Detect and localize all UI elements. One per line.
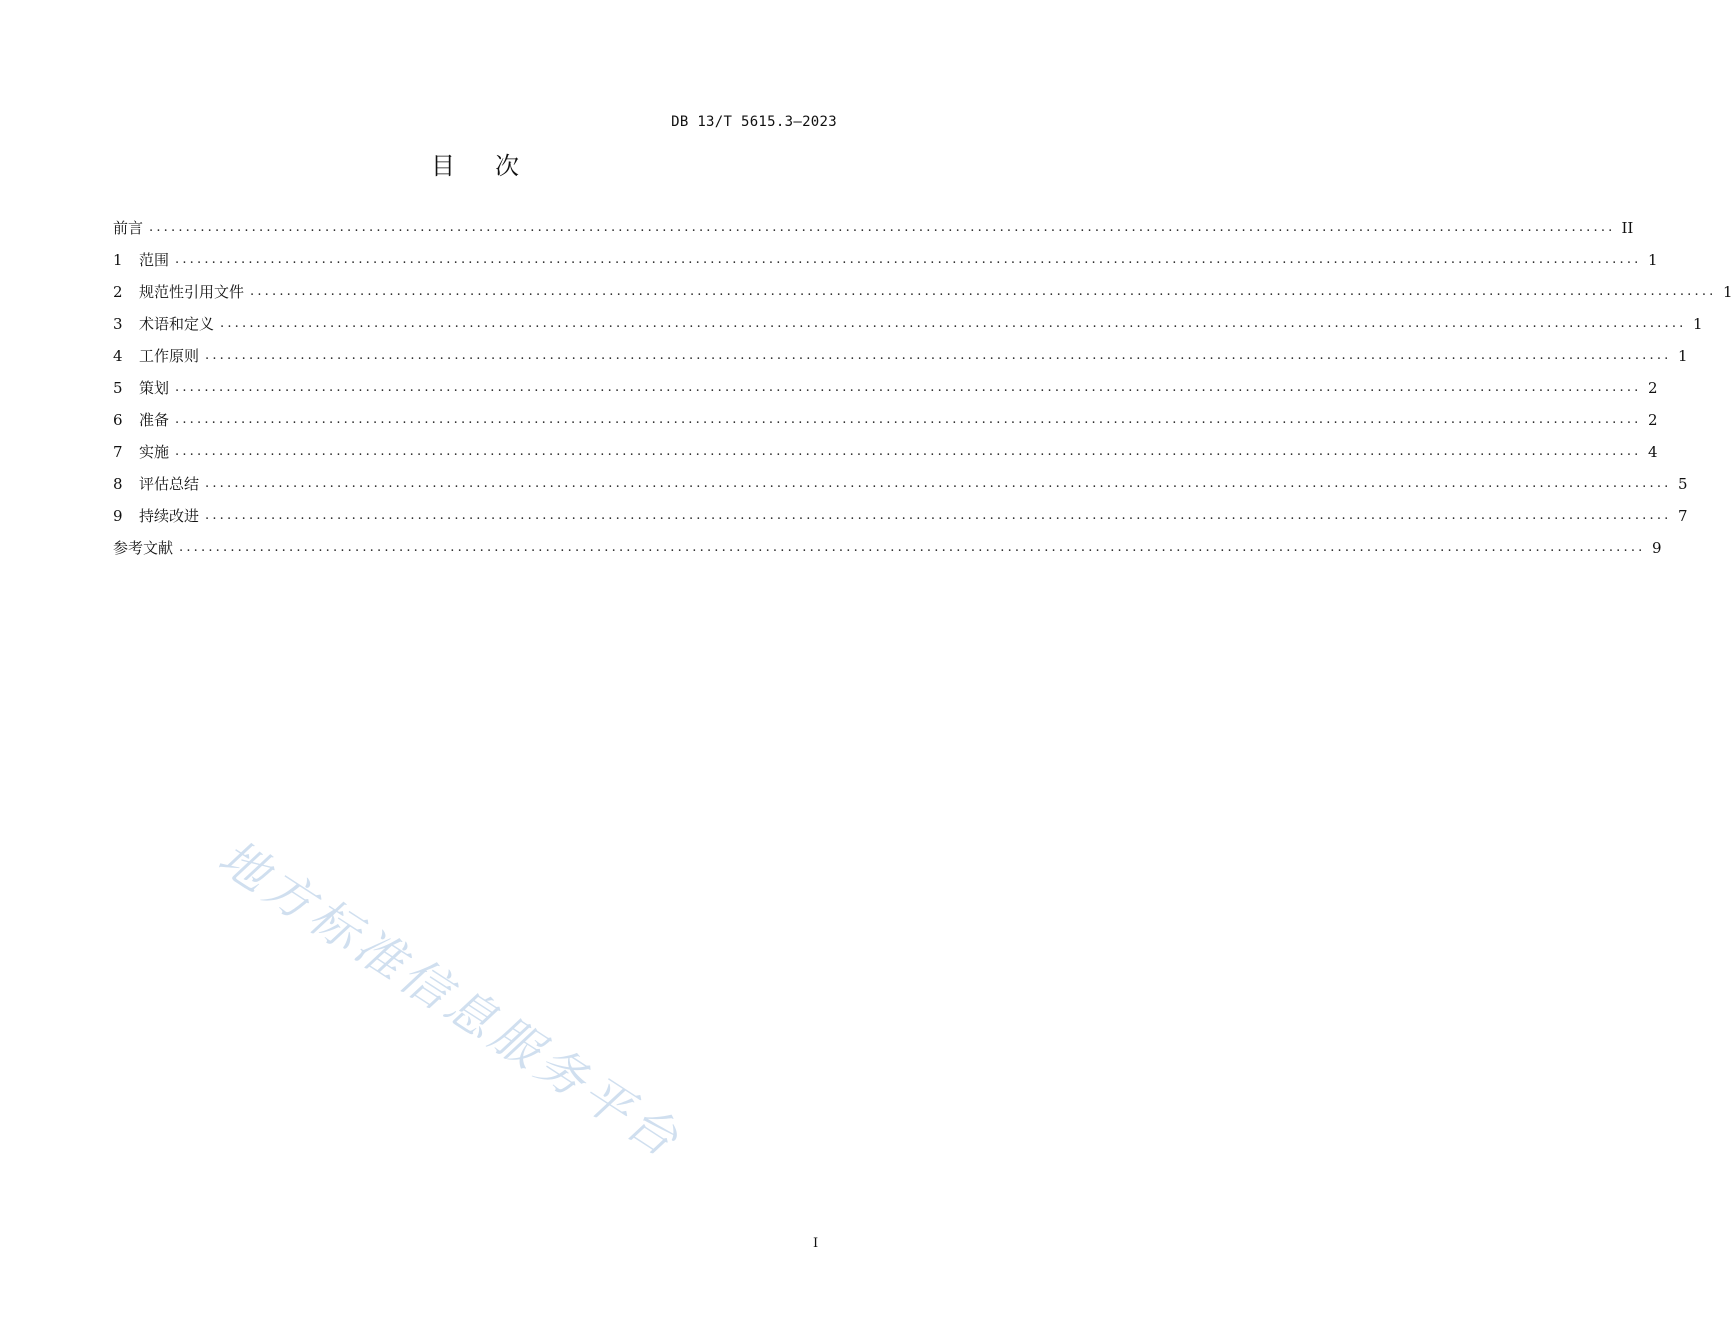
toc-entry-page: 9 (1651, 539, 1662, 557)
toc-entry-label: 持续改进 (139, 507, 200, 525)
table-of-contents (113, 212, 1732, 564)
toc-entry-number: 4 (113, 347, 123, 365)
toc-entry-number: 8 (113, 475, 123, 493)
toc-entry-number: 9 (113, 507, 123, 525)
toc-entry-label: 参考文献 (113, 539, 174, 557)
toc-entry-label: 工作原则 (139, 347, 200, 365)
toc-entry-page: 1 (1722, 283, 1732, 301)
toc-entry[interactable] (113, 500, 1688, 532)
toc-leader-dots: ........................................................................................................................................................................................................ (175, 444, 1642, 459)
toc-entry-label: 实施 (139, 443, 170, 461)
toc-entry-number: 1 (113, 251, 123, 269)
toc-entry-page: 2 (1647, 379, 1658, 397)
toc-entry-label: 术语和定义 (139, 315, 215, 333)
toc-entry[interactable] (113, 404, 1658, 436)
toc-entry-number: 6 (113, 411, 123, 429)
toc-entry-label: 准备 (139, 411, 170, 429)
toc-entry[interactable] (113, 436, 1658, 468)
toc-entry[interactable] (113, 468, 1688, 500)
toc-leader-dots: ........................................................................................................................................................................................................ (220, 316, 1687, 331)
watermark: 地方标准信息服务平台 (208, 829, 692, 1171)
toc-entry-page: II (1621, 219, 1634, 237)
toc-leader-dots: ........................................................................................................................................................................................................ (175, 412, 1642, 427)
page-title: 目次 (431, 152, 559, 180)
toc-leader-dots: ........................................................................................................................................................................................................ (175, 252, 1642, 267)
toc-entry-number: 2 (113, 283, 123, 301)
toc-entry-label: 评估总结 (139, 475, 200, 493)
toc-entry-number: 3 (113, 315, 123, 333)
toc-leader-dots: ........................................................................................................................................................................................................ (205, 476, 1672, 491)
toc-entry-page: 2 (1647, 411, 1658, 429)
toc-leader-dots: ........................................................................................................................................................................................................ (205, 508, 1672, 523)
toc-entry-page: 5 (1677, 475, 1688, 493)
toc-entry-label: 规范性引用文件 (139, 283, 245, 301)
toc-entry-page: 1 (1692, 315, 1703, 333)
toc-entry-label: 策划 (139, 379, 170, 397)
toc-entry[interactable] (113, 308, 1703, 340)
page-number: I (813, 1236, 819, 1251)
toc-entry-number: 7 (113, 443, 123, 461)
toc-entry-label: 前言 (113, 219, 144, 237)
toc-entry-page: 4 (1647, 443, 1658, 461)
toc-entry-page: 1 (1647, 251, 1658, 269)
toc-entry-page: 1 (1677, 347, 1688, 365)
toc-entry-number: 5 (113, 379, 123, 397)
toc-leader-dots: ........................................................................................................................................................................................................ (149, 220, 1616, 235)
standard-code: DB 13/T 5615.3—2023 (671, 114, 837, 130)
toc-entry[interactable] (113, 532, 1662, 564)
toc-entry-page: 7 (1677, 507, 1688, 525)
toc-entry-label: 范围 (139, 251, 170, 269)
toc-entry[interactable] (113, 340, 1688, 372)
toc-entry[interactable] (113, 276, 1732, 308)
toc-leader-dots: ........................................................................................................................................................................................................ (175, 380, 1642, 395)
toc-leader-dots: ........................................................................................................................................................................................................ (179, 540, 1646, 555)
toc-entry[interactable] (113, 244, 1658, 276)
toc-entry[interactable] (113, 372, 1658, 404)
toc-leader-dots: ........................................................................................................................................................................................................ (205, 348, 1672, 363)
toc-entry[interactable] (113, 212, 1634, 244)
toc-leader-dots: ........................................................................................................................................................................................................ (250, 284, 1717, 299)
